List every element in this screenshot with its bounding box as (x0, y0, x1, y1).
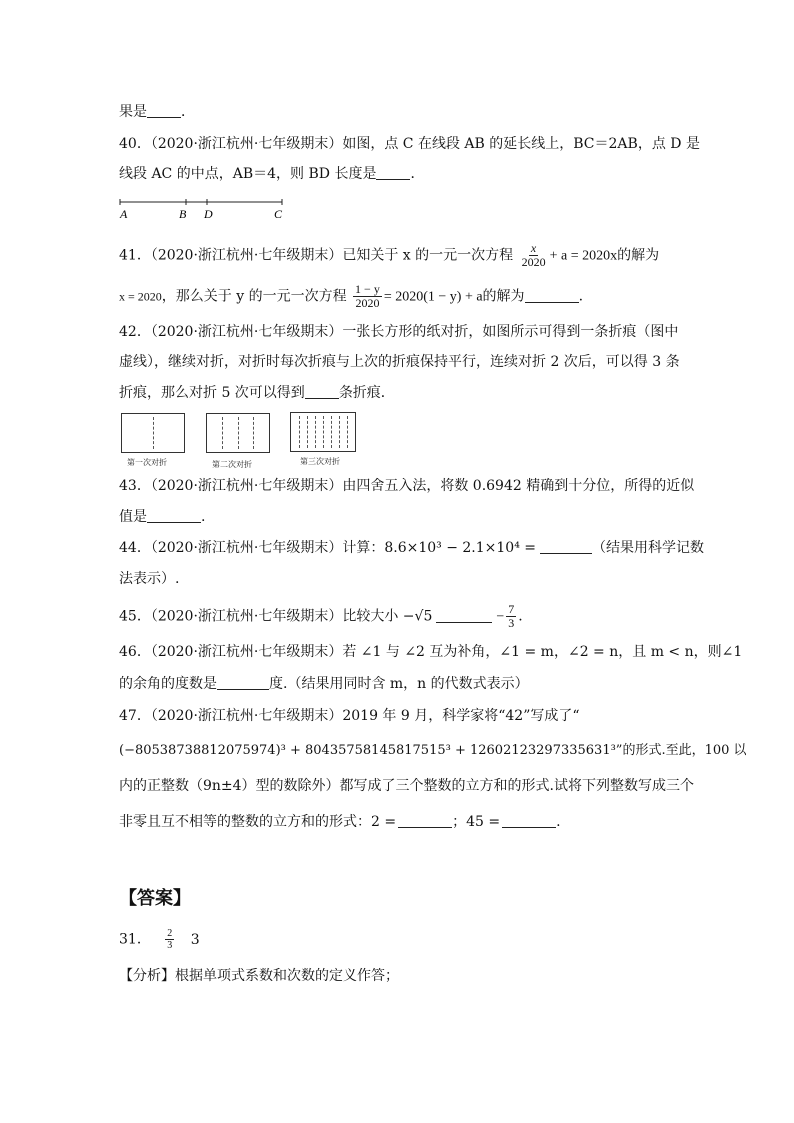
answer-blank[interactable] (436, 608, 492, 623)
answer-blank[interactable] (147, 103, 181, 118)
q39-tail: 果是 ． (119, 104, 195, 120)
q46-line2: 的余角的度数是 度.（结果用同时含 m，n 的代数式表示） (119, 676, 529, 692)
crease-line (347, 416, 348, 448)
crease-line (299, 416, 300, 448)
analysis-text: 【分析】根据单项式系数和次数的定义作答； (119, 968, 399, 984)
q40-line1: 40．（2020·浙江杭州·七年级期末）如图，点 C 在线段 AB 的延长线上，BC＝2AB，点 D 是 (119, 136, 700, 152)
crease-line (153, 417, 154, 449)
crease-line (307, 416, 308, 448)
crease-line (323, 416, 324, 448)
crease-line (222, 417, 223, 449)
crease-line (331, 416, 332, 448)
answer-blank[interactable] (540, 539, 592, 554)
fold-caption-2: 第二次对折 (212, 460, 252, 469)
q43-line2: 值是 . (119, 509, 206, 525)
fraction-1-minus-y: $\frac{1 - y}{2020}$ (355, 282, 380, 310)
fraction-7-over-3: $\frac{7}{3}$ (508, 602, 515, 630)
q47-line1: 47．（2020·浙江杭州·七年级期末）2019 年 9 月，科学家将“42”写成了“ (119, 708, 580, 724)
q44-line1: 44．（2020·浙江杭州·七年级期末）计算：8.6×10³ − 2.1×10⁴ = （结果用科学记数 (119, 540, 704, 556)
q47-line4: 非零且互不相等的整数的立方和的形式：2 = ；45 = . (119, 814, 561, 830)
fold-rect-1 (121, 413, 185, 453)
q46-line1: 46．（2020·浙江杭州·七年级期末）若 ∠1 与 ∠2 互为补角，∠1 = m，∠2 = n，且 m < n，则∠1 (119, 644, 743, 660)
point-label-a: A (120, 207, 128, 221)
fold-caption-1: 第一次对折 (127, 458, 167, 467)
q45-line: 45．（2020·浙江杭州·七年级期末）比较大小 −√5 − $\frac{7}{3}$ . (119, 602, 523, 630)
segment-diagram (116, 194, 296, 222)
answer-blank[interactable] (525, 288, 579, 303)
q40-line2: 线段 AC 的中点，AB＝4，则 BD 长度是 ． (119, 166, 425, 182)
crease-line (238, 417, 239, 449)
q43-line1: 43．（2020·浙江杭州·七年级期末）由四舍五入法，将数 0.6942 精确到十分位，所得的近似 (119, 478, 695, 494)
q44-line2: 法表示）. (119, 571, 180, 587)
crease-line (253, 417, 254, 449)
answer-heading: 【答案】 (119, 888, 191, 909)
fold-rect-2 (206, 413, 270, 453)
q47-line2: (−80538738812075974)³ + 80435758145817515³ + 12602123297335631³”的形式.至此，100 以 (119, 743, 747, 758)
fold-rect-3 (290, 412, 356, 452)
answer-31: 31． $\frac{2}{3}$ 3 (119, 928, 200, 951)
fraction-x-over-2020: $\frac{x}{2020}$ (521, 241, 546, 269)
answer-fraction: $\frac{2}{3}$ (167, 928, 173, 951)
answer-blank[interactable] (147, 508, 201, 523)
q41-line2: x = 2020，那么关于 y 的一元一次方程 $\frac{1 - y}{2020}$ = 2020(1 − y) + a的解为 . (119, 282, 584, 310)
q42-line1: 42．（2020·浙江杭州·七年级期末）一张长方形的纸对折，如图所示可得到一条折痕（图中 (119, 324, 679, 340)
point-label-b: B (179, 207, 187, 221)
q47-line3: 内的正整数（9n±4）型的数除外）都写成了三个整数的立方和的形式.试将下列整数写成三个 (119, 778, 695, 794)
q42-line2: 虚线），继续对折，对折时每次折痕与上次的折痕保持平行，连续对折 2 次后，可以得 3 条 (119, 354, 680, 370)
answer-blank-45[interactable] (502, 813, 556, 828)
point-label-d: D (204, 207, 213, 221)
q42-line3: 折痕，那么对折 5 次可以得到 条折痕． (119, 385, 395, 401)
point-label-c: C (274, 207, 283, 221)
fold-caption-3: 第三次对折 (300, 457, 340, 466)
answer-blank[interactable] (217, 675, 269, 690)
answer-blank-2[interactable] (398, 813, 452, 828)
crease-line (315, 416, 316, 448)
answer-blank[interactable] (376, 165, 410, 180)
crease-line (339, 416, 340, 448)
answer-blank[interactable] (305, 384, 339, 399)
q41-line1: 41．（2020·浙江杭州·七年级期末）已知关于 x 的一元一次方程 $\frac{x}{2020}$ + a = 2020x的解为 (119, 241, 660, 269)
